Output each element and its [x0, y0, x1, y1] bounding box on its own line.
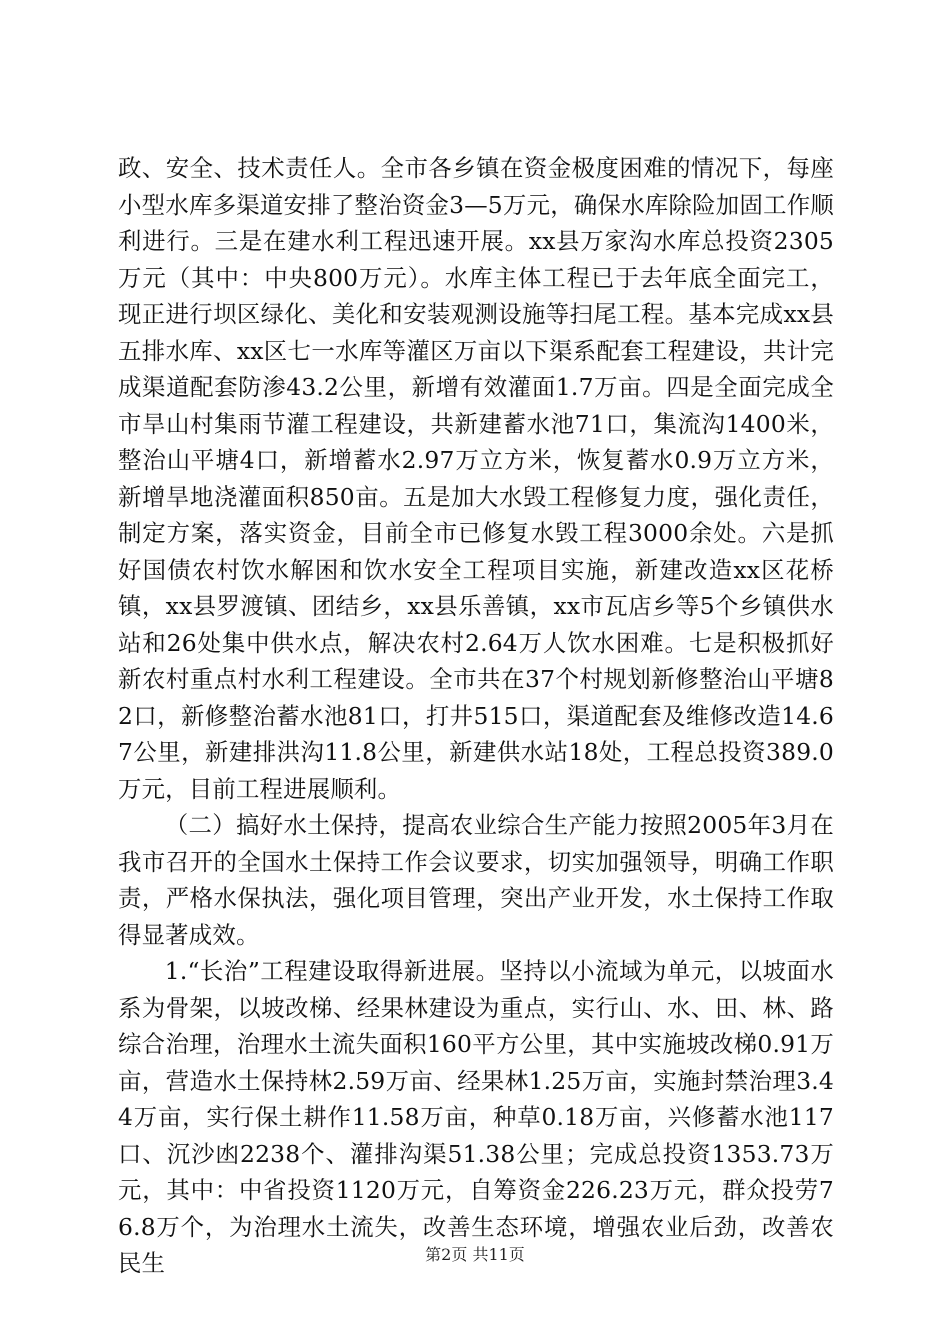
page-number-footer: 第2页 共11页: [425, 1245, 525, 1264]
paragraph-section-two: （二）搞好水土保持，提高农业综合生产能力按照2005年3月在我市召开的全国水土保持工作会议要求，切实加强领导，明确工作职责，严格水保执法，强化项目管理，突出产业开发，水土保持工作取得显著成效。: [118, 811, 834, 949]
paragraph-continuation: 政、安全、技术责任人。全市各乡镇在资金极度困难的情况下，每座小型水库多渠道安排了整治资金3—5万元，确保水库除险加固工作顺利进行。三是在建水利工程迅速开展。xx县万家沟水库总投资2305万元（其中：中央800万元）。水库主体工程已于去年底全面完工，现正进行坝区绿化、美化和安装观测设施等扫尾工程。基本完成xx县五排水库、xx区七一水库等灌区万亩以下渠系配套工程建设，共计完成渠道配套防渗43.2公里，新增有效灌面1.7万亩。四是全面完成全市旱山村集雨节灌工程建设，共新建蓄水池71口，集流沟1400米，整治山平塘4口，新增蓄水2.97万立方米，恢复蓄水0.9万立方米，新增旱地浇灌面积850亩。五是加大水毁工程修复力度，强化责任，制定方案，落实资金，目前全市已修复水毁工程3000余处。六是抓好国债农村饮水解困和饮水安全工程项目实施，新建改造xx区花桥镇，xx县罗渡镇、团结乡，xx县乐善镇，xx市瓦店乡等5个乡镇供水站和26处集中供水点，解决农村2.64万人饮水困难。七是积极抓好新农村重点村水利工程建设。全市共在37个村规划新修整治山平塘82口，新修整治蓄水池81口，打井515口，渠道配套及维修改造14.67公里，新建排洪沟11.8公里，新建供水站18处，工程总投资389.0万元，目前工程进展顺利。: [118, 154, 834, 803]
document-body: [118, 150, 834, 1282]
paragraph-item-one: 1.“长治”工程建设取得新进展。坚持以小流域为单元，以坡面水系为骨架，以坡改梯、经果林建设为重点，实行山、水、田、林、路综合治理，治理水土流失面积160平方公里，其中实施坡改梯0.91万亩，营造水土保持林2.59万亩、经果林1.25万亩，实施封禁治理3.44万亩，实行保土耕作11.58万亩，种草0.18万亩，兴修蓄水池117口、沉沙凼2238个、灌排沟渠51.38公里；完成总投资1353.73万元，其中：中省投资1120万元，自筹资金226.23万元，群众投劳76.8万个，为治理水土流失，改善生态环境，增强农业后劲，改善农民生: [118, 957, 834, 1277]
